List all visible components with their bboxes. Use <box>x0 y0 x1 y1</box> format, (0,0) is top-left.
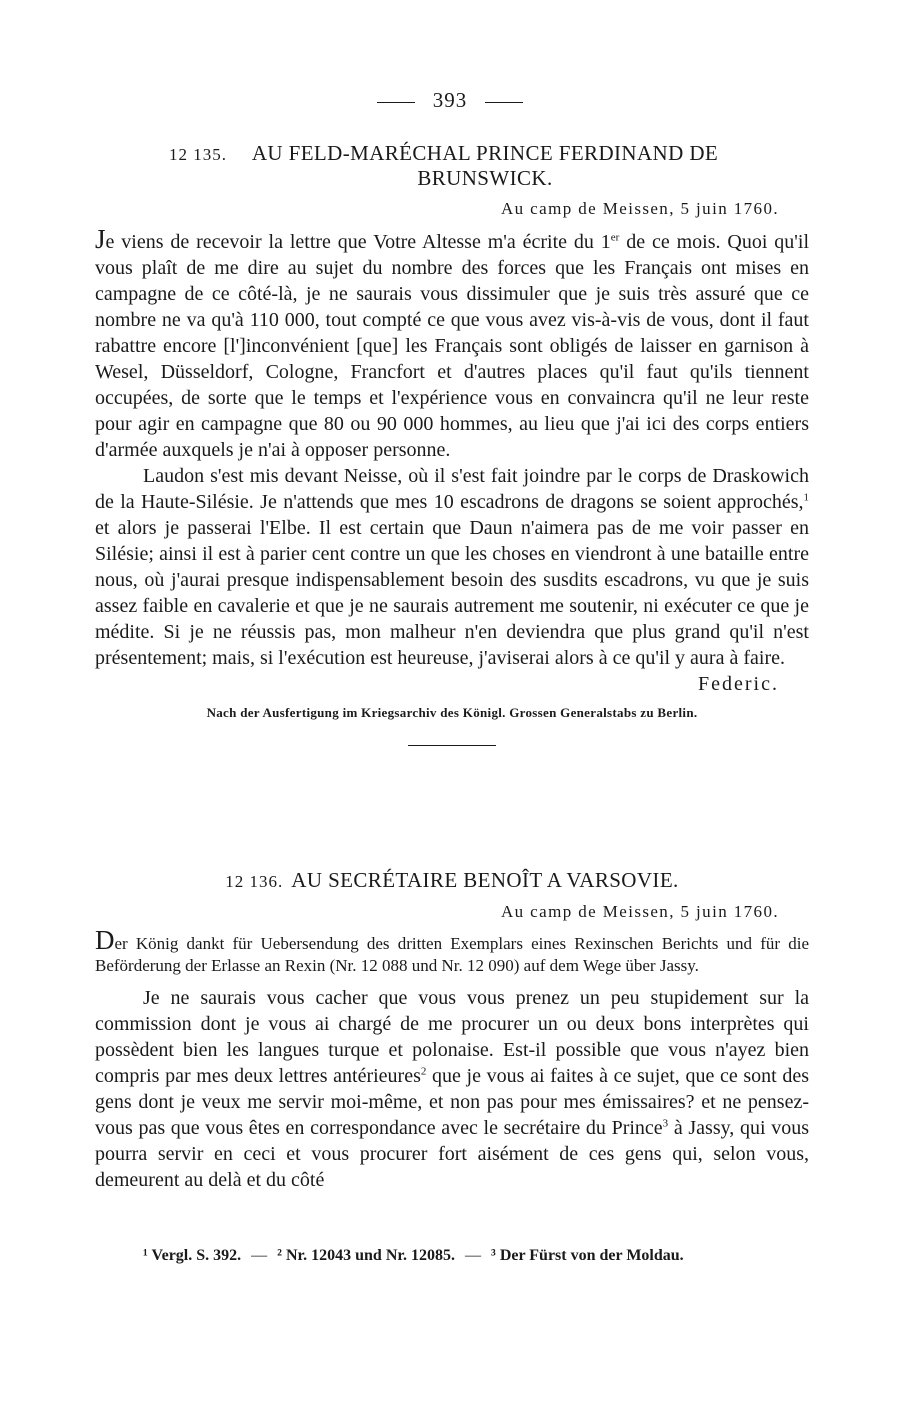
footnotes <box>95 1244 809 1267</box>
source-note: Nach der Ausfertigung im Kriegsarchiv des Königl. Grossen Generalstabs zu Berlin. <box>206 705 698 720</box>
initial-letter: J <box>95 224 106 254</box>
letter-paragraph <box>95 226 809 463</box>
page-number-dash-right <box>485 102 523 103</box>
letter-number: 12 135. <box>169 145 227 164</box>
letter-paragraph <box>95 463 809 671</box>
paragraph-text: e viens de recevoir la lettre que Votre Altesse m'a écrite du 1 <box>105 231 611 253</box>
letter-summary <box>95 925 809 977</box>
page-number-text: 393 <box>432 88 468 112</box>
letter-heading <box>95 868 809 894</box>
footnote-ref: 1 <box>803 491 809 504</box>
signature: Federic. <box>698 673 779 695</box>
letter-12136 <box>95 868 809 1193</box>
letter-number: 12 136. <box>225 872 284 891</box>
paragraph-text: et alors je passerai l'Elbe. Il est certain que Daun n'aimera pas de me voir passer en Silésie; ainsi il est à parier cent contre un que les choses en viendront à une bataille entre nous, où j'aurai presque indispensablement besoin des susdits escadrons, vu que je suis assez faible en cavalerie et que je ne saurais autrement me soutenir, ni exécuter ce que je médite. Si je ne réussis pas, mon malheur n'en deviendra que plus grand qu'il n'est présentement; mais, si l'exécution est heureuse, j'aviserai alors à ce qu'il y aura à faire. <box>95 517 809 669</box>
section-separator <box>408 745 496 746</box>
paragraph-text: Je ne saurais vous cacher que vous vous prenez un peu stupidement sur la commission dont je vous ai chargé de me procurer un ou deux bons interprètes qui possèdent bien les langues turque et polonaise. Est-il possible que vous n'ayez bien compris par mes deux lettres antérieures <box>95 987 809 1087</box>
paragraph-text: Laudon s'est mis devant Neisse, où il s'est fait joindre par le corps de Draskowich de la Haute-Silésie. Je n'attends que mes 10 escadrons de dragons se soient approchés, <box>95 465 809 513</box>
summary-text: er König dankt für Uebersendung des dritten Exemplars eines Rexinschen Berichts und für die Beförderung der Erlasse an Rexin (Nr. 12 088 und Nr. 12 090) auf dem Wege über Jassy. <box>95 934 809 975</box>
paragraph-text: à Jassy, qui vous pourra servir en ceci et vous procurer fort aisément de ces gens qui, selon vous, demeurent au delà et du côté <box>95 1117 809 1191</box>
footnote-separator: — <box>465 1247 482 1264</box>
footnote-separator: — <box>251 1247 268 1264</box>
initial-letter: D <box>95 925 115 955</box>
letter-paragraph <box>95 985 809 1193</box>
letter-title: AU SECRÉTAIRE BENOÎT A VARSOVIE. <box>291 868 679 892</box>
letter-12135 <box>95 141 809 746</box>
page-number <box>0 88 900 113</box>
page-number-dash-left <box>377 102 415 103</box>
footnote-ref: 3 <box>662 1117 669 1130</box>
letter-title: AU FELD-MARÉCHAL PRINCE FERDINAND DE BRUNSWICK. <box>251 141 719 190</box>
footnote-1: ¹ Vergl. S. 392. <box>143 1247 242 1264</box>
footnote-ref: 2 <box>420 1065 427 1078</box>
letter-dateline: Au camp de Meissen, 5 juin 1760. <box>500 902 779 921</box>
footnote-3: ³ Der Fürst von der Moldau. <box>491 1247 684 1264</box>
paragraph-text: que je vous ai faites à ce sujet, que ce sont des gens dont je veux me servir moi-même, et non pas pour mes émissaires? et ne pensez-vous pas que vous êtes en correspondance avec le secrétaire du Prince <box>95 1065 810 1139</box>
letter-heading <box>95 141 809 191</box>
letter-dateline: Au camp de Meissen, 5 juin 1760. <box>500 199 779 218</box>
paragraph-text: de ce mois. Quoi qu'il vous plaît de me dire au sujet du nombre des forces que les Français ont mises en campagne de ce côté-là, je ne saurais vous dissimuler que je suis très assuré que ce nombre ne va qu'à 110 000, tout compté ce que vous avez vis-à-vis de vous, dont il faut rabattre encore [l']inconvénient [que] les Français sont obligés de laisser en garnison à Wesel, Düsseldorf, Cologne, Francfort et d'autres places qu'il faut qu'ils tiennent occupées, de sorte que le temps et l'expérience vous en convaincra qu'il ne leur reste pour agir en campagne que 80 ou 90 000 hommes, au lieu que j'ai ici des corps entiers d'armée auxquels je n'ai à opposer personne. <box>95 231 809 461</box>
footnote-2: ² Nr. 12043 und Nr. 12085. <box>277 1247 456 1264</box>
superscript: er <box>610 231 620 244</box>
